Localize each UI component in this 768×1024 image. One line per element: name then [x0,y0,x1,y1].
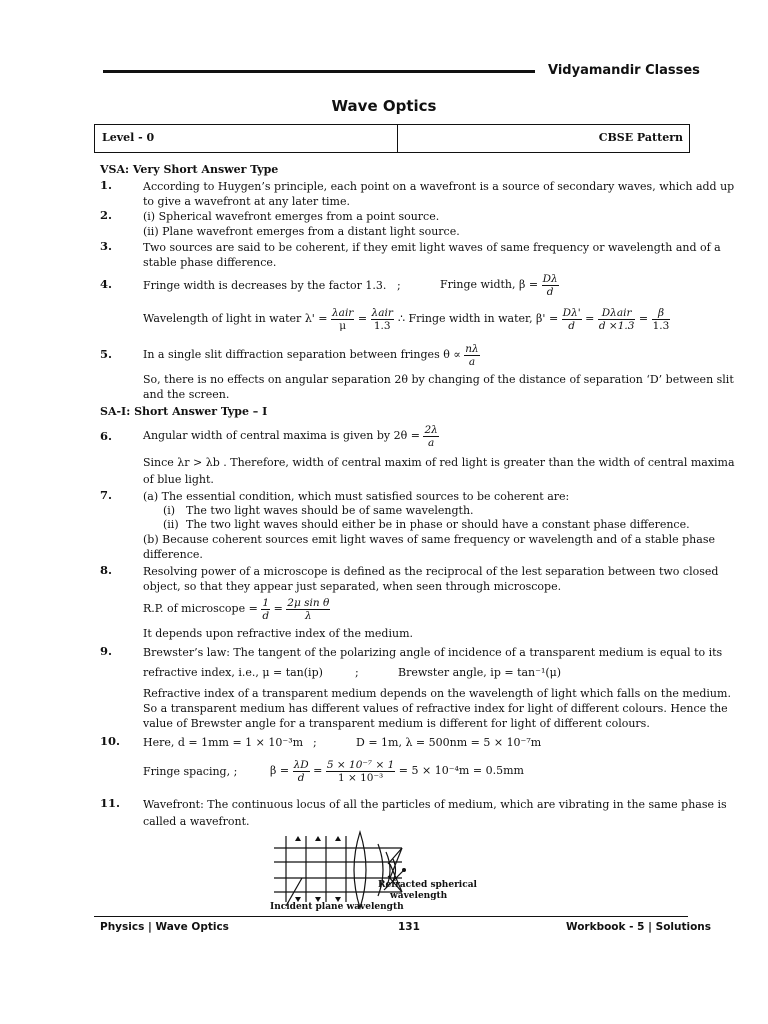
equation [440,270,559,300]
arrow-head [335,836,341,841]
separator: ; [355,666,359,679]
answer-text: Brewster angle, ip = tan⁻¹(μ) [398,666,562,679]
numerator: nλ [465,342,479,355]
answer-text: Resolving power of a microscope is defined as the reciprocal of the lest separation between two closed [143,565,719,578]
denominator: 1 × 10⁻³ [337,771,384,784]
question-number: 7. [100,488,113,502]
fraction [598,307,636,332]
fraction [423,424,438,449]
denominator: d [297,771,305,784]
answer-text: Brewster’s law: The tangent of the polarizing angle of incidence of a transparent medium is equal to its [143,646,723,659]
answer-text: and the screen. [143,388,230,401]
question-number: 8. [100,563,113,577]
level-box [94,124,690,153]
question-number: 9. [100,644,113,658]
denominator: 1.3 [652,319,670,332]
fraction [286,597,330,622]
question-number: 4. [100,277,113,291]
denominator: d [262,609,270,622]
equation-lhs: ∴ Fringe width in water, β' = [398,312,559,325]
answer-text: called a wavefront. [143,815,250,828]
equals-sign: = [585,312,595,325]
equals-sign: = [313,764,323,777]
question-number: 10. [100,734,121,748]
convex-lens [354,832,366,908]
list-marker: (ii) [163,518,179,531]
answer-text: to give a wavefront at any later time. [143,195,350,208]
denominator: d [546,285,554,298]
section-heading-sa1: SA-I: Short Answer Type – I [100,405,268,418]
fraction [261,597,270,622]
page-number: 131 [398,921,420,933]
separator: ; [397,279,401,292]
footer-rule [94,916,688,917]
arrow-head [315,836,321,841]
page-title: Wave Optics [331,97,437,115]
question-number: 2. [100,208,113,222]
answer-text: According to Huygen’s principle, each point on a wavefront is a source of secondary waves, which add up [143,180,735,193]
figure-label-refracted: Refracted spherical [378,880,477,890]
level-label: Level - 0 [102,131,155,144]
numerator: β [652,307,671,320]
question-number: 3. [100,239,113,253]
fraction [371,307,394,332]
brand-name: Vidyamandir Classes [548,63,700,78]
footer-right: Workbook - 5 | Solutions [566,921,712,933]
section-heading-vsa: VSA: Very Short Answer Type [100,163,279,176]
fraction [542,273,559,298]
equation-lhs: R.P. of microscope = [143,602,258,615]
question-number: 5. [100,347,113,361]
denominator: μ [339,319,347,332]
equation-lhs: β = [270,764,290,777]
answer-text: It depends upon refractive index of the medium. [143,627,414,640]
answer-text: In a single slit diffraction separation between fringes θ ∝ [143,348,461,361]
figure-label-refracted: wavelength [390,891,448,901]
question-number: 6. [100,429,113,443]
answer-text: object, so that they appear just separated, when seen through microscope. [143,580,562,593]
answer-text: Refractive index of a transparent medium depends on the wavelength of light which falls on the medium. [143,687,731,700]
equation-lhs: Fringe width, β = [440,278,539,291]
equation [143,340,480,370]
equation [270,756,524,786]
answer-text: Angular width of central maxima is given by 2θ = [143,429,420,442]
answer-text: (b) Because coherent sources emit light waves of same frequency or wavelength and of a stable phase [143,533,715,546]
equation-lhs: Wavelength of light in water λ' = [143,312,328,325]
answer-text: refractive index, i.e., μ = tan(ip) [143,666,323,679]
fraction [562,307,582,332]
fraction [293,759,310,784]
denominator: λ [304,609,312,622]
numerator: 1 [262,596,270,609]
focal-point [402,868,406,872]
answer-text: Fringe width is decreases by the factor 1.3. [143,279,387,292]
header-rule [103,70,535,73]
list-marker: (i) [163,504,176,517]
answer-text: = 5 × 10⁻⁴m = 0.5mm [398,764,524,777]
equation [143,421,439,451]
equals-sign: = [638,312,649,325]
answer-text: Wavefront: The continuous locus of all the particles of medium, which are vibrating in the same phase is [143,798,727,811]
numerator: 2μ sin θ [287,596,330,609]
answer-text: Two sources are said to be coherent, if they emit light waves of same frequency or wavelength and of a [143,241,721,254]
denominator: d [568,319,575,332]
denominator: a [468,355,476,368]
equation [398,304,670,334]
equation [143,594,330,624]
question-number: 1. [100,178,113,192]
numerator: 5 × 10⁻⁷ × 1 [326,758,395,771]
separator: ; [313,736,317,749]
numerator: Dλ' [562,306,581,319]
question-number: 11. [100,796,121,810]
answer-text: (ii) Plane wavefront emerges from a distant light source. [143,225,460,238]
fraction [652,307,671,332]
level-box-divider [397,125,398,152]
numerator: 2λ [424,423,438,436]
fraction [326,759,395,784]
denominator: d ×1.3 [598,319,635,332]
denominator: 1.3 [373,319,391,332]
answer-text: The two light waves should either be in phase or should have a constant phase difference. [186,518,690,531]
numerator: λair [332,306,354,319]
numerator: λair [371,306,393,319]
answer-text: Since λr > λb . Therefore, width of central maxim of red light is greater than the width of central maxima [143,456,735,469]
arrow-head [295,836,301,841]
answer-text: Here, d = 1mm = 1 × 10⁻³m [143,736,304,749]
answer-text: value of Brewster angle for a transparent medium is different for light of different colours. [143,717,650,730]
answer-text: Fringe spacing, ; [143,765,238,778]
answer-text: stable phase difference. [143,256,277,269]
numerator: Dλ [542,272,558,285]
answer-text: (i) Spherical wavefront emerges from a point source. [143,210,440,223]
equation [143,304,394,334]
equals-sign: = [357,312,368,325]
answer-text: So a transparent medium has different values of refractive index for light of different colours. Hence the [143,702,728,715]
answer-text: of blue light. [143,473,214,486]
answer-text: difference. [143,548,203,561]
answer-text: D = 1m, λ = 500nm = 5 × 10⁻⁷m [356,736,542,749]
numerator: λD [293,758,309,771]
fraction [331,307,354,332]
answer-text: (a) The essential condition, which must satisfied sources to be coherent are: [143,490,570,503]
denominator: a [428,436,435,449]
fraction [464,343,479,368]
figure-label-incident: Incident plane wavelength [270,902,404,912]
footer-left: Physics | Wave Optics [100,921,229,933]
equals-sign: = [273,602,283,615]
answer-text: The two light waves should be of same wavelength. [186,504,474,517]
pattern-label: CBSE Pattern [598,131,683,144]
numerator: Dλair [598,307,636,320]
answer-text: So, there is no effects on angular separation 2θ by changing of the distance of separation ‘D’ between slit [143,373,734,386]
